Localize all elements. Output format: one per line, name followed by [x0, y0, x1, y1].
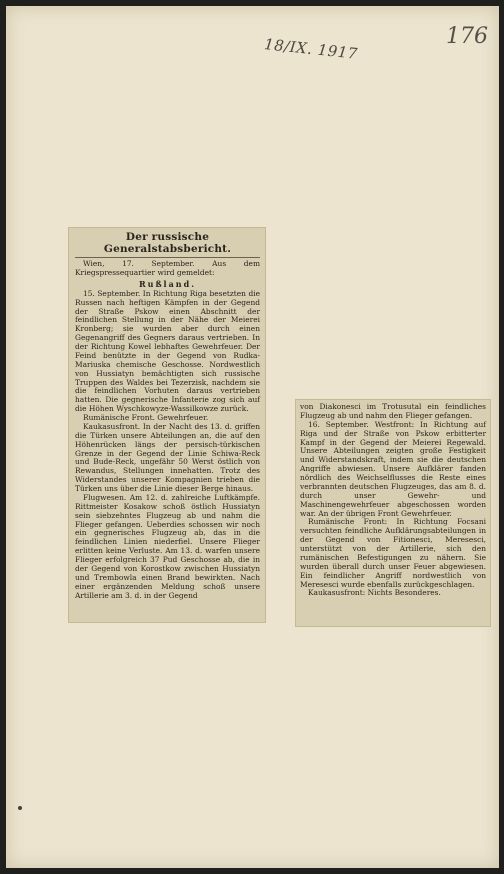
handwritten-date: 18/IX. 1917: [263, 35, 359, 63]
article-paragraph: 15. September. In Richtung Riga besetzten die Russen nach heftigen Kämpfen in der Gegend der Straße Pskow einen Abschnitt der feindlichen Stellung in der Nähe der Meierei Kronberg; sie wurden aber durch einen Gegenangriff des Gegners daraus vertrieben. In der Richtung Kowel lebhaftes Gewehrfeuer. Der Feind benützte in der Gegend von Rudka-Mariuska chemische Geschosse. Nordwestlich von Hussiatyn bemächtigten sich russische Truppen des Waldes bei Tezerzisk, nachdem sie die feindlichen Vorhuten daraus vertrieben hatten. Die gegnerische Infanterie zog sich auf die Höhen Wyschkowyze-Wassilkowze zurück.: [75, 288, 260, 414]
handwritten-page-number: 176: [446, 24, 488, 49]
article-paragraph: Flugwesen. Am 12. d. zahlreiche Luftkämpfe. Rittmeister Kosakow schoß östlich Hussiatyn sein siebzehntes Flugzeug ab und nahm die Flieger gefangen. Ueberdies schossen wir noch ein gegnerisches Flugzeug ab, das in die feindlichen Linien niederfiel. Unsere Flieger erlitten keine Verluste. Am 13. d. warfen unsere Flieger erfolgreich 37 Pud Geschosse ab, die in der Gegend von Korostkow zwischen Hussiatyn und Trembowla einen Brand bewirkten. Nach einer ergänzenden Meldung schoß unsere Artillerie am 3. d. in der Gegend: [75, 492, 260, 600]
article-paragraph: Kaukasusfront. In der Nacht des 13. d. griffen die Türken unsere Abteilungen an, die auf den Höhenrücken längs der persisch-türkischen Grenze in der Gegend der Linie Schiwa-Reck und Bude-Reck, ungefähr 50 Werst östlich von Rewandus, Stellungen innehatten. Trotz des Widerstandes unserer Kompagnien trieben die Türken uns über die Linie dieser Berge hinaus.: [75, 421, 260, 493]
section-heading-russland: Rußland.: [139, 278, 196, 289]
article-dateline: Wien, 17. September. Aus dem Kriegspressequartier wird gemeldet:: [75, 259, 260, 277]
article-paragraph: Rumänische Front. Gewehrfeuer.: [83, 413, 209, 422]
article-paragraph: Kaukasusfront: Nichts Besonderes.: [308, 588, 441, 598]
article-paragraph: Rumänische Front: In Richtung Focsani versuchten feindliche Aufklärungsabteilungen in der Gegend von Fitionesci, Meresesci, unterstützt von der Artillerie, sich den rumänischen Befestigungen zu nähern. Sie wurden überall durch unser Feuer abgewiesen. Ein feindlicher Angriff nordwestlich von Meresesci wurde ebenfalls zurückgeschlagen.: [300, 517, 486, 589]
newspaper-clipping-left: [68, 227, 266, 623]
article-paragraph: von Diakonesci im Trotusutal ein feindliches Flugzeug ab und nahm den Flieger gefangen.: [300, 402, 486, 420]
punch-hole-mark: [18, 806, 22, 810]
article-paragraph: 16. September. Westfront: In Richtung auf Riga und der Straße von Pskow erbitterter Kampf in der Gegend der Meierei Regewald. Unsere Abteilungen zeigten große Festigkeit und Widerstandskraft, indem sie die deutschen Angriffe abwiesen. Unsere Aufklärer fanden nördlich des Weichselflusses die Reste eines verbrannten deutschen Flugzeuges, das am 8. d. durch unser Gewehr- und Maschinengewehrfeuer abgeschossen worden war. An der übrigen Front Gewehrfeuer.: [300, 419, 486, 518]
archive-sheet: [6, 6, 499, 868]
article-headline: Der russische Generalstabsbericht.: [75, 231, 260, 258]
newspaper-clipping-right: [295, 399, 491, 627]
